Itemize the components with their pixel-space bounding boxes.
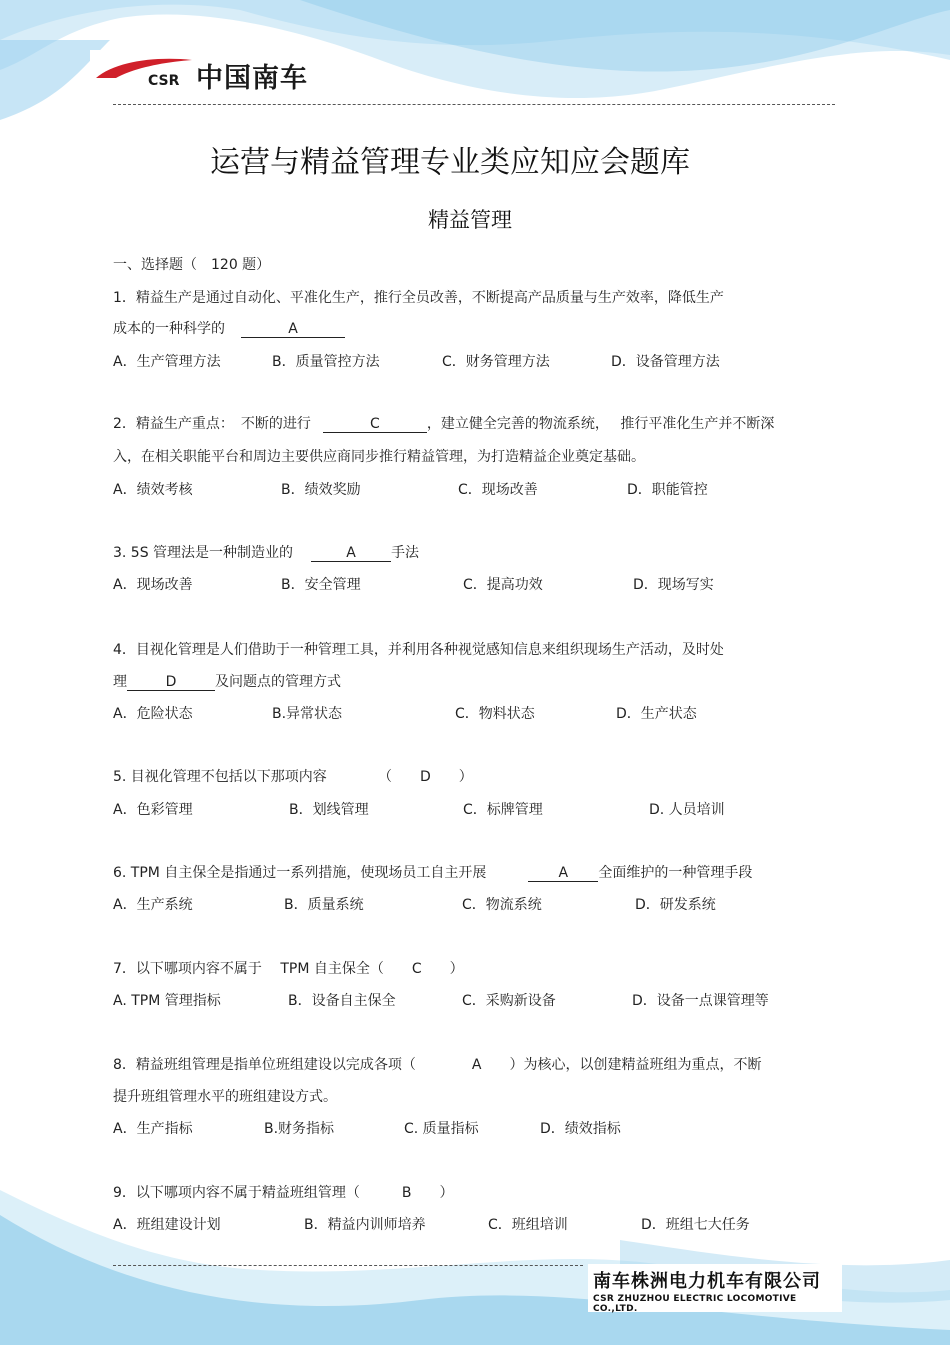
question-6-answer: A (528, 866, 598, 882)
question-5-answer: （ D ） (378, 769, 473, 785)
question-6-stem (113, 862, 752, 882)
question-2-stem-before: 2．精益生产重点： 不断的进行 (113, 416, 311, 432)
document-subtitle: 精益管理 (428, 208, 512, 232)
question-3-answer: A (311, 546, 391, 562)
question-4-stem-before: 理 (113, 674, 127, 690)
logo-en-text: CSR (148, 73, 180, 89)
question-7-stem: 7．以下哪项内容不属于 TPM 自主保全（ C ） (113, 961, 464, 977)
footer-company-logo (588, 1264, 842, 1312)
question-1-option-c: C．财务管理方法 (442, 354, 550, 370)
question-3-stem (113, 542, 419, 562)
question-4-option-c: C．物料状态 (455, 706, 535, 722)
footer-company-en: CSR ZHUZHOU ELECTRIC LOCOMOTIVE CO.,LTD. (593, 1294, 797, 1314)
question-9-stem: 9．以下哪项内容不属于精益班组管理（ B ） (113, 1185, 454, 1201)
question-6-stem-after: 全面维护的一种管理手段 (598, 865, 753, 881)
question-9-option-d: D．班组七大任务 (641, 1217, 750, 1233)
question-8-option-a: A．生产指标 (113, 1121, 193, 1137)
question-7-option-a: A. TPM 管理指标 (113, 993, 221, 1009)
question-1-stem-line2 (113, 318, 345, 338)
header-divider (113, 104, 835, 105)
question-5-option-a: A．色彩管理 (113, 802, 193, 818)
question-2-option-d: D．职能管控 (627, 482, 708, 498)
question-3-option-d: D．现场写实 (633, 577, 714, 593)
question-8-stem-line2: 提升班组管理水平的班组建设方式。 (113, 1089, 337, 1105)
question-2-answer: C (323, 417, 427, 433)
question-2-stem-after: ，建立健全完善的物流系统， 推行平准化生产并不断深 (426, 416, 775, 432)
question-8-option-c: C. 质量指标 (404, 1121, 479, 1137)
question-3-option-a: A．现场改善 (113, 577, 193, 593)
question-4-option-a: A．危险状态 (113, 706, 193, 722)
question-7-option-c: C．采购新设备 (462, 993, 556, 1009)
question-8-stem-line1: 8．精益班组管理是指单位班组建设以完成各项（ A ）为核心，以创建精益班组为重点，不断 (113, 1057, 762, 1073)
question-1-stem-text: 成本的一种科学的 (113, 321, 225, 337)
question-1-stem-line1: 1．精益生产是通过自动化、平准化生产，推行全员改善，不断提高产品质量与生产效率，降低生产 (113, 290, 724, 306)
question-7-option-d: D．设备一点课管理等 (632, 993, 769, 1009)
question-4-option-b: B.异常状态 (272, 706, 343, 722)
question-4-stem-after: 及问题点的管理方式 (215, 674, 341, 690)
question-5-stem: 5. 目视化管理不包括以下那项内容 (113, 769, 327, 785)
question-1-option-a: A．生产管理方法 (113, 354, 221, 370)
question-4-stem-line2 (113, 671, 341, 691)
footer-divider (113, 1265, 583, 1266)
question-9-option-a: A．班组建设计划 (113, 1217, 221, 1233)
question-2-stem-line2: 入，在相关职能平台和周边主要供应商同步推行精益管理，为打造精益企业奠定基础。 (113, 449, 645, 465)
question-4-answer: D (127, 675, 215, 691)
question-5-option-c: C．标牌管理 (463, 802, 543, 818)
question-6-option-b: B．质量系统 (284, 897, 364, 913)
question-9-option-b: B．精益内训师培养 (304, 1217, 426, 1233)
question-3-option-c: C．提高功效 (463, 577, 543, 593)
csr-swoosh-icon (94, 54, 194, 90)
question-8-option-d: D．绩效指标 (540, 1121, 621, 1137)
question-2-option-b: B．绩效奖励 (281, 482, 361, 498)
document-title: 运营与精益管理专业类应知应会题库 (210, 145, 690, 180)
question-8-option-b: B.财务指标 (264, 1121, 335, 1137)
question-6-option-c: C．物流系统 (462, 897, 542, 913)
csr-logo (90, 50, 322, 92)
question-4-stem-line1: 4．目视化管理是人们借助于一种管理工具，并利用各种视觉感知信息来组织现场生产活动，及时处 (113, 642, 724, 658)
logo-cn-text: 中国南车 (196, 63, 308, 94)
question-9-option-c: C．班组培训 (488, 1217, 568, 1233)
question-4-option-d: D．生产状态 (616, 706, 697, 722)
question-6-option-d: D．研发系统 (635, 897, 716, 913)
question-1-option-d: D．设备管理方法 (611, 354, 720, 370)
section-heading: 一、选择题（ 120 题） (113, 257, 271, 273)
question-1-option-b: B．质量管控方法 (272, 354, 380, 370)
question-2-option-a: A．绩效考核 (113, 482, 193, 498)
question-2-option-c: C．现场改善 (458, 482, 538, 498)
question-6-stem-before: 6. TPM 自主保全是指通过一系列措施，使现场员工自主开展 (113, 865, 487, 881)
question-3-stem-after: 手法 (391, 545, 420, 561)
question-7-option-b: B．设备自主保全 (288, 993, 396, 1009)
question-5-option-b: B．划线管理 (289, 802, 369, 818)
footer-company-cn: 南车株洲电力机车有限公司 (593, 1271, 821, 1292)
question-3-stem-before: 3. 5S 管理法是一种制造业的 (113, 545, 294, 561)
question-3-option-b: B．安全管理 (281, 577, 361, 593)
question-6-option-a: A．生产系统 (113, 897, 193, 913)
question-5-option-d: D. 人员培训 (649, 802, 725, 818)
question-1-answer: A (241, 322, 345, 338)
question-2-stem-line1 (113, 413, 774, 433)
